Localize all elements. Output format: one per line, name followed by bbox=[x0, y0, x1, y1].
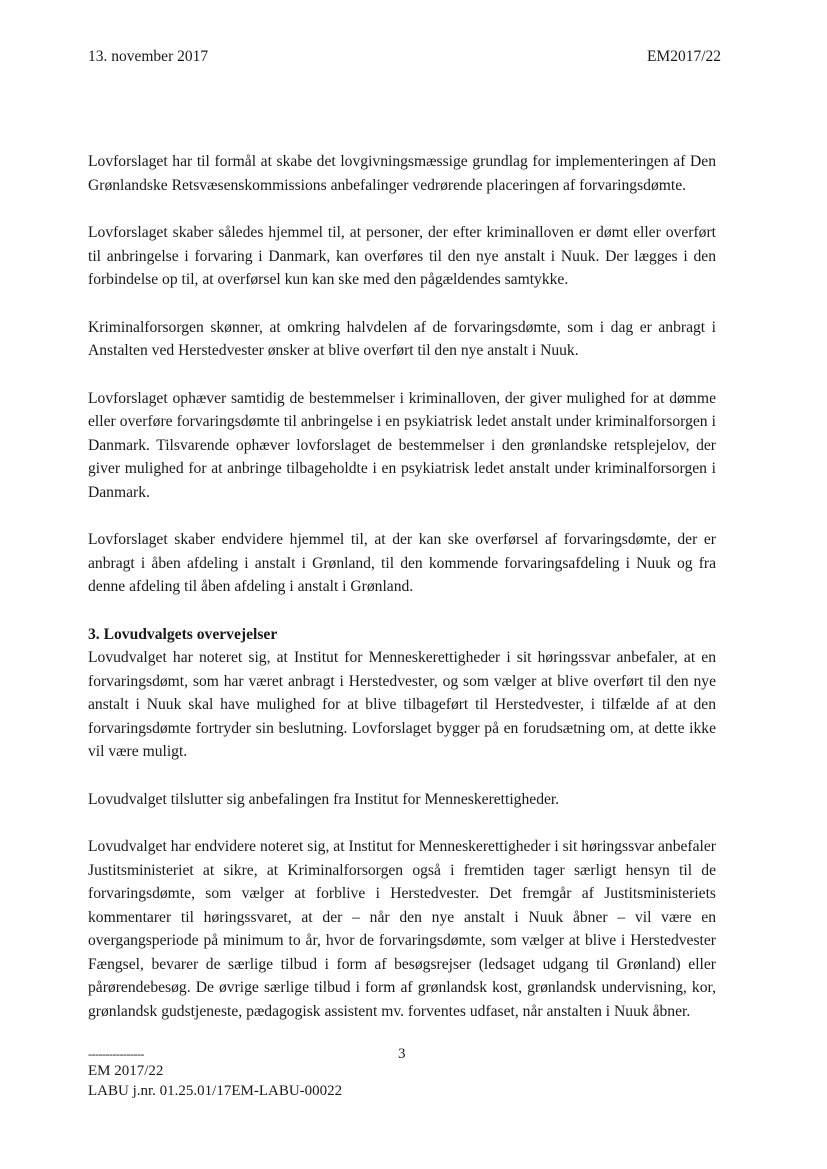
body-paragraph: Lovforslaget skaber således hjemmel til, at personer, der efter kriminalloven er dømt eller overført til anbringelse i forvaring i Danmark, kan overføres til den nye anstalt i Nuuk. Der lægges i den forbindelse op til, at overførsel kun kan ske med den pågældendes samtykke. bbox=[88, 224, 716, 288]
body-paragraph: Lovforslaget ophæver samtidig de bestemmelser i kriminalloven, der giver mulighed for at dømme eller overføre forvaringsdømte til anbringelse i en psykiatrisk ledet anstalt under kriminalforsorgen i Danmark. Tilsvarende ophæver lovforslaget de bestemmelser i den grønlandske retsplejelov, der giver mulighed for at anbringe tilbageholdte i en psykiatrisk ledet anstalt under kriminalforsorgen i Danmark. bbox=[88, 389, 716, 501]
footer-journal-number: LABU j.nr. 01.25.01/17EM-LABU-00022 bbox=[88, 1083, 343, 1099]
body-paragraph: Kriminalforsorgen skønner, at omkring halvdelen af de forvaringsdømte, som i dag er anbragt i Anstalten ved Herstedvester ønsker at blive overført til den nye anstalt i Nuuk. bbox=[88, 318, 716, 359]
footer-rule: ---------------- bbox=[88, 1047, 144, 1061]
header-date: 13. november 2017 bbox=[88, 48, 209, 65]
body-paragraph: Lovforslaget har til formål at skabe det lovgivningsmæssige grundlag for implementeringen af Den Grønlandske Retsvæsenskommissions anbefalinger vedrørende placeringen af forvaringsdømte. bbox=[88, 153, 716, 194]
header-document-id: EM2017/22 bbox=[646, 48, 721, 65]
document-body bbox=[88, 150, 716, 1047]
section-paragraph: Lovudvalget har endvidere noteret sig, at Institut for Menneskerettigheder i sit høringssvar anbefaler Justitsministeriet at sikre, at Kriminalforsorgen også i fremtiden tager særligt hensyn til de forvaringsdømte, som vælger at forblive i Herstedvester. Det fremgår af Justitsministeriets kommentarer til høringssvaret, at der – når den nye anstalt i Nuuk åbner – vil være en overgangsperiode på minimum to år, hvor de forvaringsdømte, som vælger at blive i Herstedvester Fængsel, bevarer de særlige tilbud i form af besøgsrejser (ledsaget udgang til Grønland) eller pårørendebesøg. De øvrige særlige tilbud i form af grønlandsk kost, grønlandsk undervisning, kor, grønlandsk gudstjeneste, pædagogisk assistent mv. forventes udfaset, når anstalten i Nuuk åbner. bbox=[88, 838, 716, 1020]
footer-reference: EM 2017/22 bbox=[88, 1063, 164, 1079]
footer bbox=[88, 1047, 342, 1101]
page-number: 3 bbox=[398, 1046, 406, 1062]
section-paragraph: Lovudvalget har noteret sig, at Institut for Menneskerettigheder i sit høringssvar anbefaler, at en forvaringsdømt, som har været anbragt i Herstedvester, og som vælger at blive overført til den nye anstalt i Nuuk skal have mulighed for at blive tilbageført til Herstedvester, i tilfælde af at den forvaringsdømte fortryder sin beslutning. Lovforslaget bygger på en forudsætning om, at dette ikke vil være muligt. bbox=[88, 649, 716, 760]
section-heading: 3. Lovudvalgets overvejelser bbox=[88, 625, 278, 643]
body-paragraph: Lovforslaget skaber endvidere hjemmel til, at der kan ske overførsel af forvaringsdømte, der er anbragt i åben afdeling i anstalt i Grønland, til den kommende forvaringsafdeling i Nuuk og fra denne afdeling til åben afdeling i anstalt i Grønland. bbox=[88, 531, 716, 595]
section-paragraph: Lovudvalget tilslutter sig anbefalingen fra Institut for Menneskerettigheder. bbox=[88, 790, 560, 808]
